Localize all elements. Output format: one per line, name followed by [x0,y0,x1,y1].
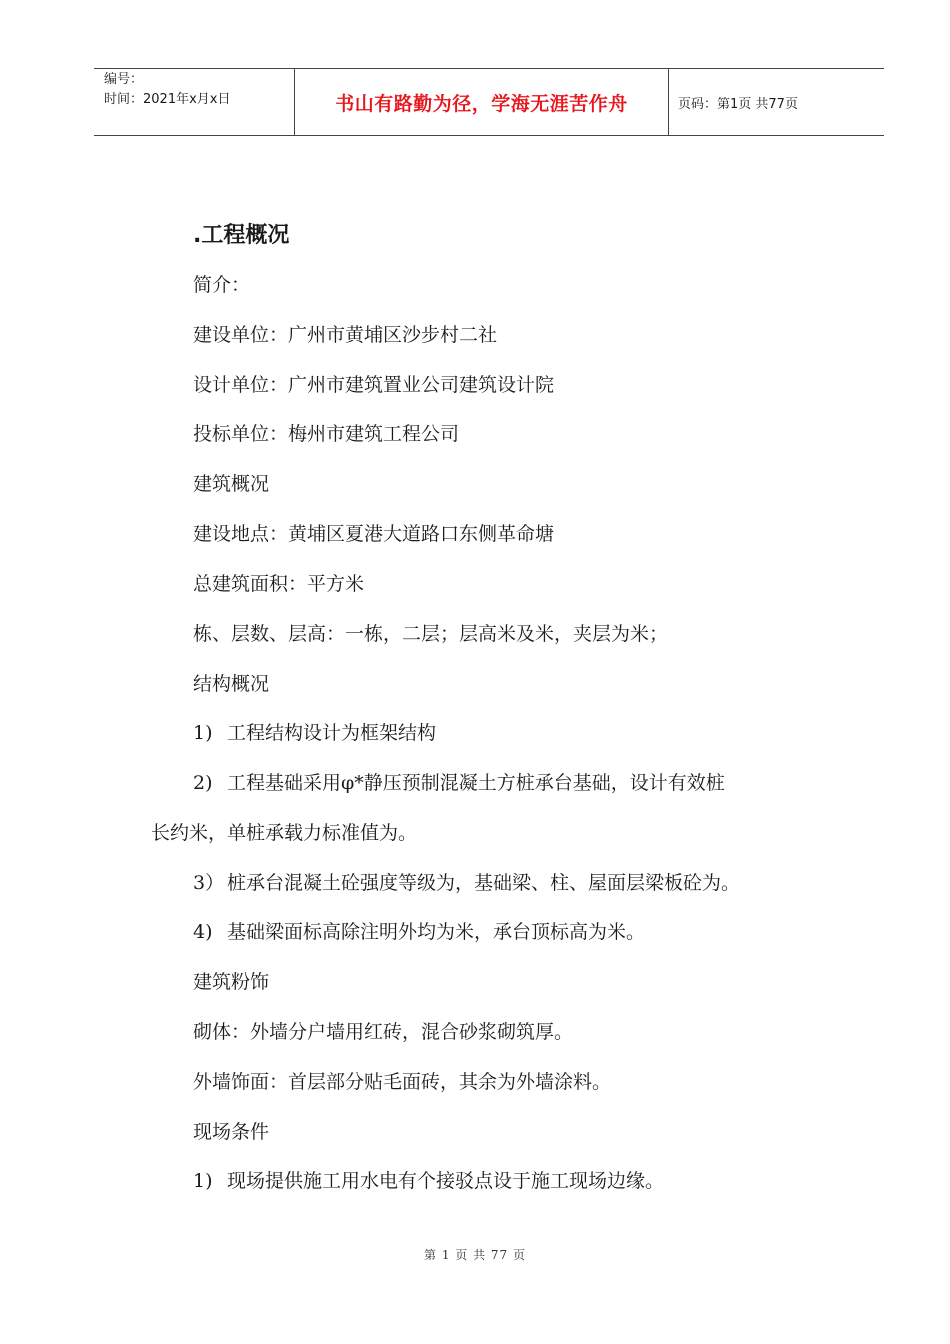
list-text: 基础梁面标高除注明外均为米，承台顶标高为米。 [227,921,646,943]
heading-arch-overview: 建筑概况 [193,473,270,495]
list-text: 工程结构设计为框架结构 [227,722,437,744]
list-item-struct-3 [193,870,740,896]
header-divider [668,69,669,135]
list-item-struct-1 [193,720,436,746]
list-text: 桩承台混凝土砼强度等级为，基础梁、柱、屋面层梁板砼为。 [227,872,741,894]
paragraph-location: 建设地点：黄埔区夏港大道路口东侧革命塘 [193,523,555,545]
page-footer: 第 1 页 共 77 页 [424,1248,526,1262]
list-item-struct-2-continuation: 长约米，单桩承载力标准值为。 [151,822,418,844]
header-motto: 书山有路勤为径，学海无涯苦作舟 [335,92,628,115]
document-header [94,68,884,136]
list-number: 4) [193,921,213,943]
header-number-label: 编号： [104,72,144,87]
list-item-struct-2 [193,770,725,796]
header-page-info: 页码：第1页 共77页 [678,96,798,112]
paragraph-designer: 设计单位：广州市建筑置业公司建筑设计院 [193,374,555,396]
header-time-label: 时间：2021年x月x日 [104,92,231,107]
paragraph-bidder: 投标单位：梅州市建筑工程公司 [193,423,460,445]
list-number: 2) [193,772,213,794]
heading-struct-overview: 结构概况 [193,673,270,695]
header-meta [94,69,294,135]
paragraph-builder: 建设单位：广州市黄埔区沙步村二社 [193,324,498,346]
paragraph-area: 总建筑面积：平方米 [193,573,365,595]
paragraph-exterior: 外墙饰面：首层部分贴毛面砖，其余为外墙涂料。 [193,1071,612,1093]
list-item-site-1 [193,1168,664,1194]
paragraph-masonry: 砌体：外墙分户墙用红砖，混合砂浆砌筑厚。 [193,1021,574,1043]
list-item-struct-4 [193,919,645,945]
list-number: 1) [193,1170,213,1192]
paragraph-intro: 简介： [193,274,251,296]
list-text: 现场提供施工用水电有个接驳点设于施工现场边缘。 [227,1170,665,1192]
heading-site: 现场条件 [193,1121,270,1143]
list-number: 3） [193,872,225,894]
paragraph-floors: 栋、层数、层高：一栋，二层；层高米及米，夹层为米； [193,623,669,645]
list-text: 工程基础采用φ*静压预制混凝土方桩承台基础，设计有效桩 [227,772,725,794]
list-number: 1) [193,722,213,744]
heading-finish: 建筑粉饰 [193,971,270,993]
section-title: .工程概况 [193,223,290,248]
